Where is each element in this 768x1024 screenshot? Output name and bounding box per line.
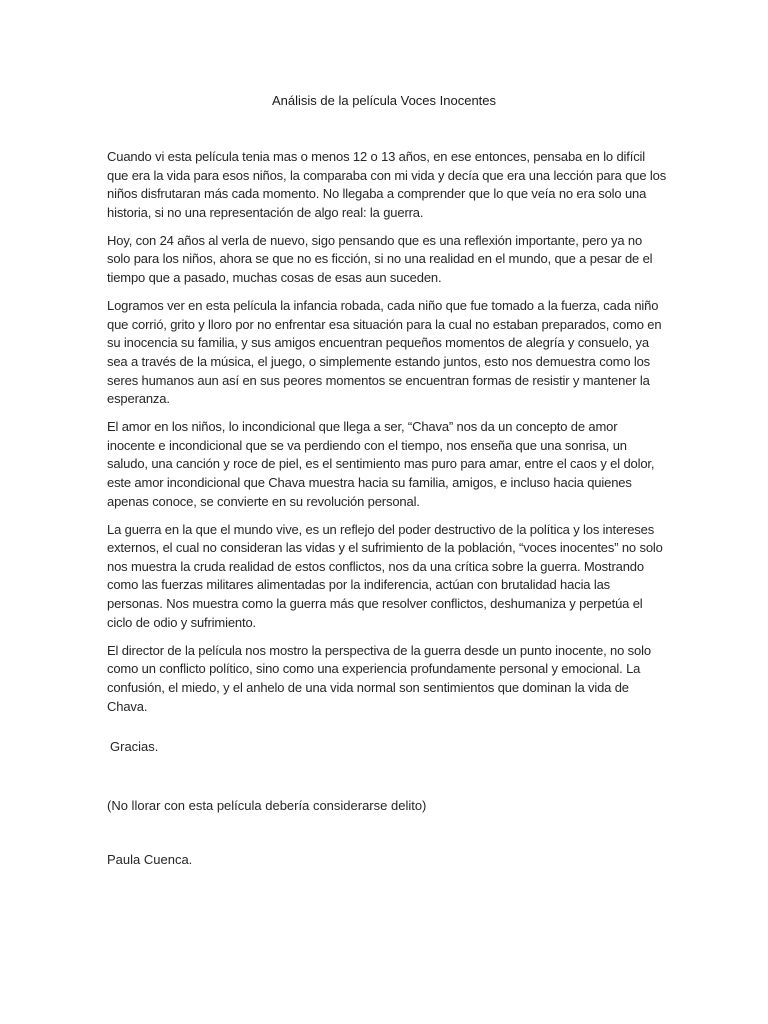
paragraph-1: Cuando vi esta película tenia mas o menos 12 o 13 años, en ese entonces, pensaba en lo difícil que era la vida para esos niños, la comparaba con mi vida y decía que era una lección para que los niños disfrutaran más cada momento. No llegaba a comprender que lo que veía no era solo una historia, si no una representación de algo real: la guerra. bbox=[107, 149, 667, 220]
paragraph-2: Hoy, con 24 años al verla de nuevo, sigo pensando que es una reflexión importante, pero ya no solo para los niños, ahora se que no es ficción, si no una realidad en el mundo, que a pesar de el tiempo que a pasado, muchas cosas de esas aun suceden. bbox=[107, 232, 653, 286]
closing-note: (No llorar con esta película debería considerarse delito) bbox=[107, 798, 427, 813]
paragraph-6: El director de la película nos mostro la perspectiva de la guerra desde un punto inocente, no solo como un conflicto político, sino como una experiencia profundamente personal y emocional. La confusión, el miedo, y el anhelo de una vida normal son sentimientos que dominan la vida de Chava. bbox=[107, 642, 651, 714]
paragraph-3: Logramos ver en esta película la infancia robada, cada niño que fue tomado a la fuerza, cada niño que corrió, grito y lloro por no enfrentar esa situación para la cual no estaban preparados, como en su inocencia su familia, y sus amigos encuentran pequeños momentos de alegría y consuelo, ya sea a través de la música, el juego, o simplemente estando juntos, esto nos demuestra como los seres humanos aun así en sus peores momentos se encuentran formas de resistir y mantener la esperanza. bbox=[107, 298, 662, 407]
author-signature: Paula Cuenca. bbox=[107, 852, 193, 867]
paragraph-4: El amor en los niños, lo incondicional que llega a ser, “Chava” nos da un concepto de amor inocente e incondicional que se va perdiendo con el tiempo, nos enseña que una sonrisa, un saludo, una canción y roce de piel, es el sentimiento mas puro para amar, entre el caos y el dolor, este amor incondicional que Chava muestra hacia su familia, amigos, e incluso hacia quienes apenas conoce, se convierte en su revolución personal. bbox=[107, 419, 655, 509]
thanks-line: Gracias. bbox=[110, 739, 159, 754]
paragraph-5: La guerra en la que el mundo vive, es un reflejo del poder destructivo de la política y los intereses externos, el cual no consideran las vidas y el sufrimiento de la población, “voces inocentes” no solo nos muestra la cruda realidad de estos conflictos, nos da una crítica sobre la guerra. Mostrando como las fuerzas militares alimentadas por la indiferencia, actúan con brutalidad hacia las personas. Nos muestra como la guerra más que resolver conflictos, deshumaniza y perpetúa el ciclo de odio y sufrimiento. bbox=[107, 521, 663, 630]
document-body bbox=[107, 148, 667, 726]
document-title: Análisis de la película Voces Inocentes bbox=[271, 93, 497, 108]
